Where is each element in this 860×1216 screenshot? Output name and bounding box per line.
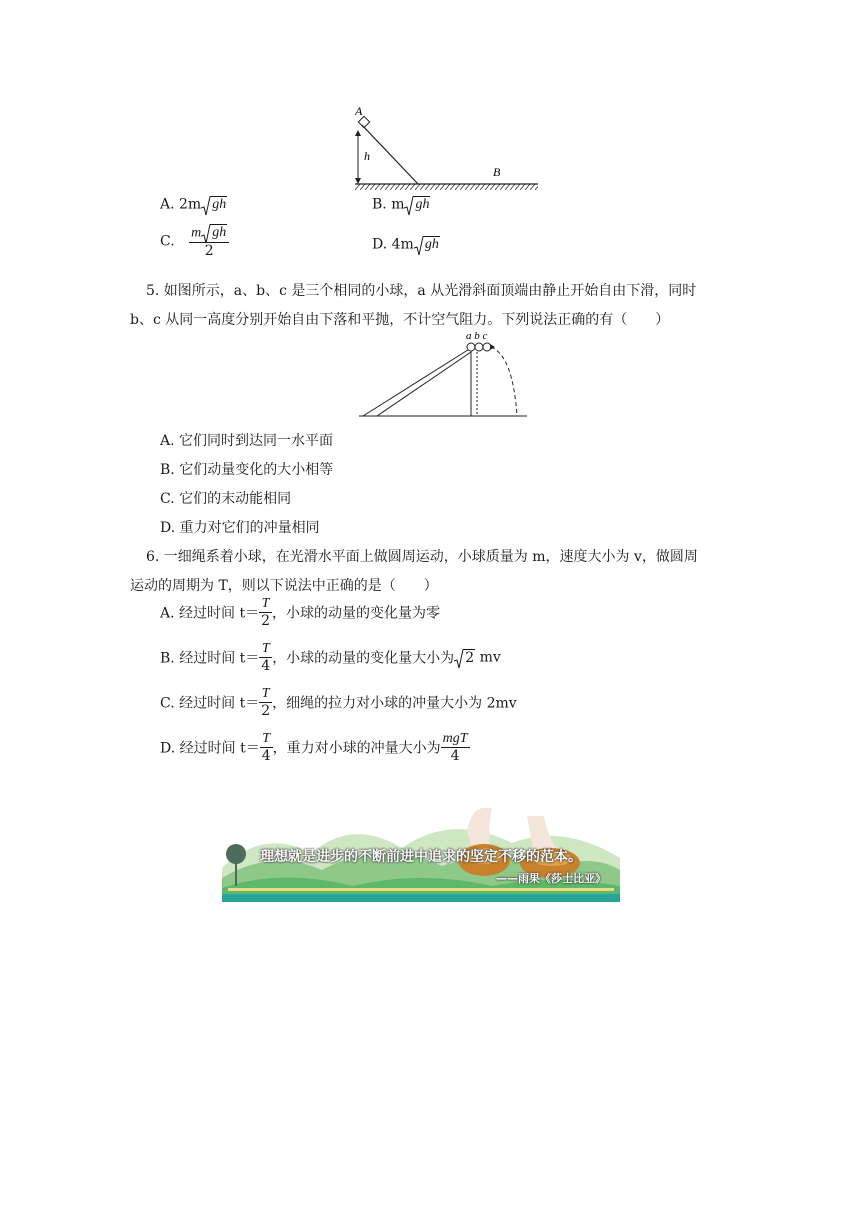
block-icon xyxy=(358,116,369,127)
q5-option-a: A. 它们同时到达同一水平面 xyxy=(160,433,334,449)
q6-option-b: B. 经过时间 t＝ $\frac{T}{4}$ ，小球的动量的变化量大小为 2 mv xyxy=(160,641,501,674)
q5-option-b: B. 它们动量变化的大小相等 xyxy=(160,462,334,478)
q6-stem-line1: 6. 一细绳系着小球，在光滑水平面上做圆周运动，小球质量为 m，速度大小为 v，做圆周 xyxy=(146,549,698,565)
q4-option-d: D. 4m gh xyxy=(372,236,440,253)
q6-option-a: A. 经过时间 t＝ $\frac{T}{2}$ ，小球的动量的变化量为零 xyxy=(160,596,441,629)
q5-option-d: D. 重力对它们的冲量相同 xyxy=(160,520,320,536)
ball-a-icon xyxy=(467,343,475,351)
ball-labels: a b c xyxy=(466,330,488,342)
incline-line xyxy=(362,125,418,184)
q5-stem-line1: 5. 如图所示，a、b、c 是三个相同的小球，a 从光滑斜面顶端由静止开始自由下滑，同时 xyxy=(146,283,697,299)
q4-option-a: A. 2m gh xyxy=(160,196,227,213)
ball-b-icon xyxy=(475,343,483,351)
q6-option-c: C. 经过时间 t＝ $\frac{T}{2}$ ，细绳的拉力对小球的冲量大小为 2mv xyxy=(160,686,517,719)
label-A: A xyxy=(355,104,363,118)
three-balls-figure xyxy=(355,326,533,420)
label-B: B xyxy=(493,165,501,179)
q6-stem-line2: 运动的周期为 T，则以下说法中正确的是（ ） xyxy=(130,578,438,594)
ground-hatch xyxy=(355,184,538,190)
label-h: h xyxy=(364,149,370,163)
ball-c-icon xyxy=(483,343,491,351)
banner-author: ——雨果《莎士比亚》 xyxy=(496,872,606,885)
quote-banner xyxy=(222,808,620,902)
q4-option-c: C. m gh 2 xyxy=(160,224,229,259)
q5-option-c: C. 它们的末动能相同 xyxy=(160,491,292,507)
incline-figure xyxy=(350,100,545,192)
q6-option-d: D. 经过时间 t＝ $\frac{T}{4}$ ，重力对小球的冲量大小为 $\frac{\text{mgT}}{4}$ xyxy=(160,731,468,764)
q5-stem-line2: b、c 从同一高度分别开始自由下落和平抛，不计空气阻力。下列说法正确的有（ ） xyxy=(130,312,670,328)
q4-option-b: B. m gh xyxy=(372,196,430,213)
banner-quote: 理想就是进步的不断前进中追求的坚定不移的范本。 xyxy=(260,849,582,865)
